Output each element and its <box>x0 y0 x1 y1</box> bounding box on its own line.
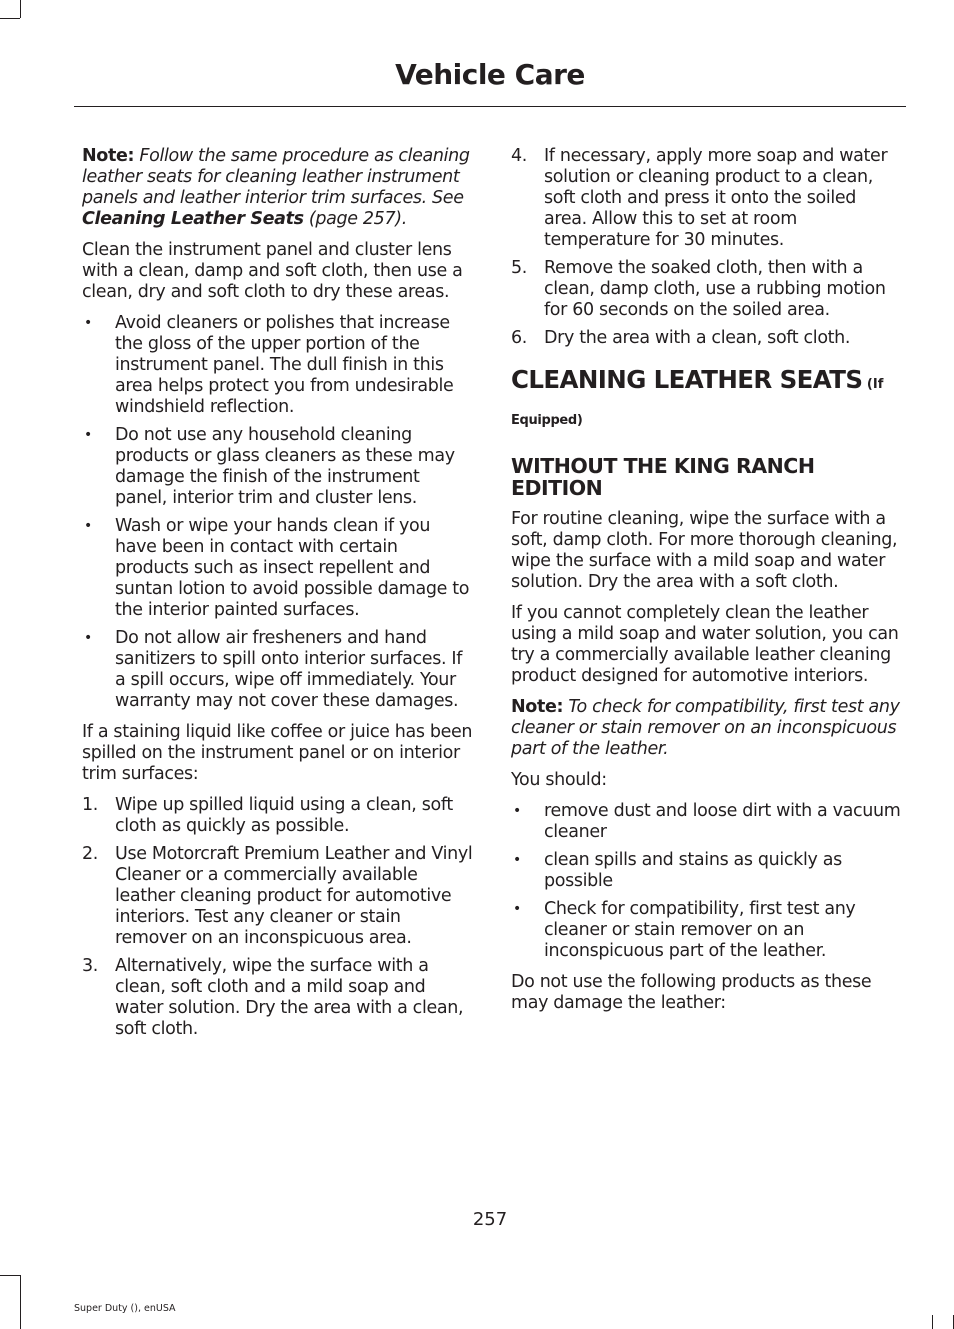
list-item-text: Check for compatibility, first test any cleaner or stain remover on an inconspicuous part of the leather. <box>544 899 856 961</box>
step-number: 2. <box>82 844 98 864</box>
list-item <box>511 801 903 843</box>
list-item-text: Wash or wipe your hands clean if you have been in contact with certain products such as insect repellent and suntan lotion to avoid possible damage to the interior painted surfaces. <box>115 516 470 620</box>
section-heading <box>511 367 903 398</box>
right-column <box>511 146 903 1024</box>
body-paragraph: Do not use the following products as these may damage the leather: <box>511 972 872 1013</box>
body-paragraph: If a staining liquid like coffee or juice has been spilled on the instrument panel or on interior trim surfaces: <box>82 722 473 784</box>
section-heading-qualifier: (If <box>862 377 884 392</box>
note-paragraph <box>82 146 474 230</box>
list-item <box>82 425 474 509</box>
body-paragraph: For routine cleaning, wipe the surface with a soft, damp cloth. For more thorough cleaning, wipe the surface with a mild soap and water solution. Dry the area with a soft cloth. <box>511 509 898 592</box>
list-item-text: Do not use any household cleaning products or glass cleaners as these may damage the finish of the instrument panel, interior trim and cluster lens. <box>115 425 455 508</box>
numbered-list <box>82 795 474 1040</box>
step-number: 6. <box>511 328 527 348</box>
numbered-list <box>511 146 903 349</box>
bullet-icon: • <box>513 852 521 868</box>
list-item <box>82 313 474 418</box>
bullet-icon: • <box>84 630 92 646</box>
note-label: Note: <box>511 697 564 717</box>
step-number: 1. <box>82 795 98 815</box>
note-label: Note: <box>82 146 135 166</box>
list-item <box>511 146 903 251</box>
list-item-text: Use Motorcraft Premium Leather and Vinyl Cleaner or a commercially available leather cleaning product for automotive interiors. Test any cleaner or stain remover on an inconspicuous area. <box>115 844 473 948</box>
body-paragraph: If you cannot completely clean the leather using a mild soap and water solution, you can try a commercially available leather cleaning product designed for automotive interiors. <box>511 603 899 686</box>
list-item-text: Do not allow air fresheners and hand sanitizers to spill onto interior surfaces. If a spill occurs, wipe off immediately. Your warranty may not cover these damages. <box>115 628 463 711</box>
crop-mark-bottom-left-h <box>0 1275 20 1276</box>
page-number: 257 <box>472 1209 508 1230</box>
list-item <box>82 795 474 837</box>
header-rule <box>74 106 906 107</box>
list-item-text: Avoid cleaners or polishes that increase the gloss of the upper portion of the instrument panel. The dull finish in this area helps protect you from undesirable windshield reflection. <box>115 313 454 417</box>
note-paragraph <box>511 697 903 760</box>
list-item-text: If necessary, apply more soap and water solution or cleaning product to a clean, soft cloth and press it onto the soiled area. Allow this to set at room temperature for 30 minutes. <box>544 146 888 250</box>
note-text: Follow the same procedure as cleaning leather seats for cleaning leather instrument panels and leather interior trim surfaces. See <box>82 146 470 208</box>
section-heading-text: CLEANING LEATHER SEATS <box>511 365 863 394</box>
bullet-icon: • <box>513 901 521 917</box>
left-column <box>82 146 474 1047</box>
crop-mark-bottom-right-v1 <box>932 1315 933 1329</box>
list-item <box>511 258 903 321</box>
list-item-text: Remove the soaked cloth, then with a clean, damp cloth, use a rubbing motion for 60 seconds on the soiled area. <box>544 258 886 320</box>
crop-mark-top-left-v <box>20 0 21 18</box>
crop-mark-top-left-h <box>0 18 20 19</box>
step-number: 4. <box>511 146 527 166</box>
list-item <box>511 850 903 892</box>
cross-reference-link[interactable]: Cleaning Leather Seats <box>82 209 304 229</box>
list-item <box>82 844 474 949</box>
body-paragraph: Clean the instrument panel and cluster lens with a clean, damp and soft cloth, then use a clean, dry and soft cloth to dry these areas. <box>82 240 463 302</box>
crop-mark-bottom-left-v <box>20 1275 21 1329</box>
body-paragraph: You should: <box>511 770 607 790</box>
step-number: 3. <box>82 956 98 976</box>
note-page-ref: (page 257). <box>303 209 407 229</box>
bullet-list <box>511 801 903 962</box>
list-item <box>511 899 903 962</box>
list-item <box>511 328 903 349</box>
bullet-icon: • <box>84 427 92 443</box>
list-item-text: clean spills and stains as quickly as possible <box>544 850 842 891</box>
note-text: To check for compatibility, first test any cleaner or stain remover on an inconspicuous part of the leather. <box>511 697 900 759</box>
footer-text: Super Duty (), enUSA <box>74 1303 176 1314</box>
list-item-text: Wipe up spilled liquid using a clean, soft cloth as quickly as possible. <box>115 795 453 836</box>
bullet-icon: • <box>84 315 92 331</box>
list-item-text: Dry the area with a clean, soft cloth. <box>544 328 851 348</box>
list-item <box>82 628 474 712</box>
list-item-text: remove dust and loose dirt with a vacuum cleaner <box>544 801 901 842</box>
list-item <box>82 956 474 1040</box>
bullet-list <box>82 313 474 712</box>
list-item <box>82 516 474 621</box>
list-item-text: Alternatively, wipe the surface with a clean, soft cloth and a mild soap and water solution. Dry the area with a clean, soft cloth. <box>115 956 464 1039</box>
subsection-heading: WITHOUT THE KING RANCH EDITION <box>511 454 815 500</box>
section-heading-qualifier-cont: Equipped) <box>511 413 583 428</box>
bullet-icon: • <box>84 518 92 534</box>
page-title: Vehicle Care <box>395 58 585 91</box>
bullet-icon: • <box>513 803 521 819</box>
step-number: 5. <box>511 258 527 278</box>
